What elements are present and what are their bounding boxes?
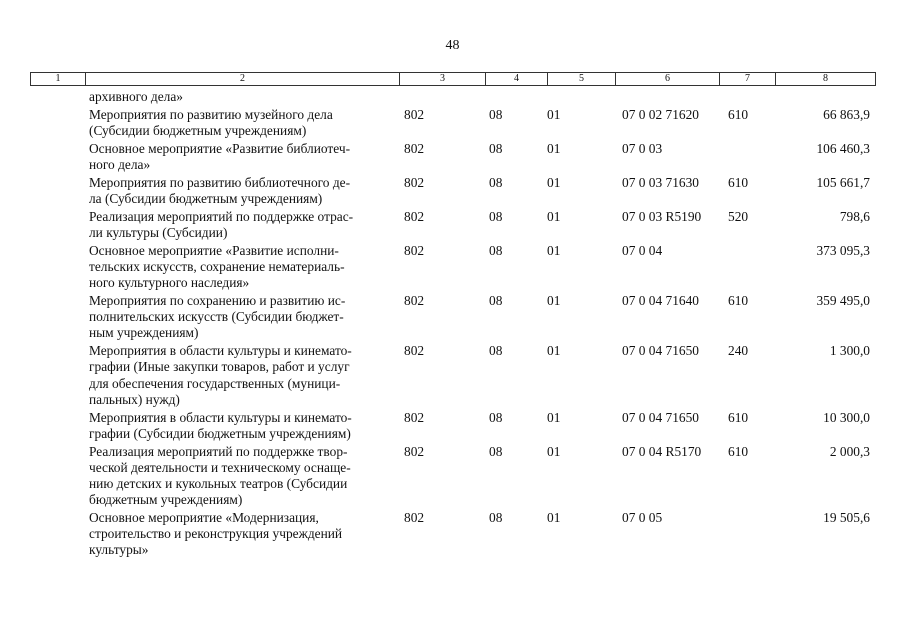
table-row [30, 107, 876, 139]
row-description-line: ла (Субсидии бюджетным учреждениям) [89, 191, 323, 206]
row-description-line: для обеспечения государственных (муници- [89, 375, 341, 391]
row-ministry-code: 802 [404, 106, 425, 122]
row-description-line: Мероприятия по развитию музейного дела [89, 106, 333, 122]
row-amount: 10 300,0 [823, 409, 870, 425]
row-expense-type-code: 610 [728, 293, 749, 308]
row-description-line: ли культуры (Субсидии) [89, 225, 228, 240]
row-ministry-code: 802 [404, 293, 425, 308]
row-description [89, 444, 399, 509]
row-amount: 106 460,3 [816, 140, 870, 156]
row-ministry-code: 802 [404, 174, 425, 190]
row-ministry-code: 802 [404, 208, 425, 224]
row-target-article-code: 07 0 03 R5190 [622, 208, 702, 224]
row-target-article-code: 07 0 03 71630 [622, 174, 699, 190]
row-description-line: ного культурного наследия» [89, 275, 250, 291]
row-subsection-code: 01 [547, 409, 561, 425]
table-row [30, 510, 876, 559]
row-description-line: Реализация мероприятий по поддержке отрас- [89, 208, 354, 224]
row-subsection-code: 01 [547, 242, 561, 258]
row-description-line: пальных) нужд) [89, 391, 180, 407]
row-subsection-code: 01 [547, 106, 561, 122]
row-section-code: 08 [489, 242, 503, 258]
row-description [89, 293, 399, 342]
table-header-row [30, 72, 876, 86]
table-row [30, 209, 876, 241]
row-section-code: 08 [489, 140, 503, 156]
row-description [89, 243, 399, 292]
table-row [30, 141, 876, 173]
row-description [89, 141, 399, 173]
row-target-article-code: 07 0 04 71650 [622, 343, 699, 359]
header-col-7: 7 [719, 73, 775, 85]
row-description-line: Основное мероприятие «Модернизация, [89, 510, 319, 526]
header-col-5: 5 [547, 73, 615, 85]
row-section-code: 08 [489, 510, 503, 526]
row-description-line: строительство и реконструкция учреждений [89, 526, 343, 542]
row-description-line: графии (Иные закупки товаров, работ и услуг [89, 359, 350, 375]
row-description-line: ного дела» [89, 157, 151, 172]
table-row [30, 89, 876, 105]
row-amount: 359 495,0 [816, 293, 870, 308]
row-amount: 66 863,9 [823, 106, 870, 122]
row-subsection-code: 01 [547, 510, 561, 526]
page-number: 48 [445, 38, 460, 53]
row-description [89, 410, 399, 442]
row-target-article-code: 07 0 02 71620 [622, 106, 699, 122]
row-section-code: 08 [489, 293, 503, 308]
row-description-line: ческой деятельности и техническому оснаще- [89, 459, 351, 475]
row-target-article-code: 07 0 04 R5170 [622, 443, 702, 459]
row-expense-type-code: 610 [728, 174, 749, 190]
row-section-code: 08 [489, 343, 503, 359]
table-row [30, 175, 876, 207]
table-row [30, 444, 876, 509]
row-ministry-code: 802 [404, 242, 425, 258]
header-col-6: 6 [615, 73, 719, 85]
row-description-line: тельских искусств, сохранение нематериаль- [89, 259, 345, 274]
row-amount: 1 300,0 [829, 343, 870, 359]
row-description-line: графии (Субсидии бюджетным учреждениям) [89, 425, 351, 441]
row-ministry-code: 802 [404, 510, 425, 526]
row-ministry-code: 802 [404, 140, 425, 156]
row-description-line: Реализация мероприятий по поддержке твор- [89, 443, 348, 459]
row-description-line: Мероприятия по развитию библиотечного де- [89, 174, 351, 190]
row-description [89, 343, 399, 408]
header-col-8: 8 [775, 73, 875, 85]
row-expense-type-code: 610 [728, 106, 749, 122]
row-subsection-code: 01 [547, 293, 561, 308]
table-row [30, 243, 876, 292]
row-description-line: нию детских и кукольных театров (Субсидии [89, 476, 348, 492]
row-target-article-code: 07 0 04 71650 [622, 409, 699, 425]
row-expense-type-code: 610 [728, 409, 749, 425]
row-section-code: 08 [489, 208, 503, 224]
row-description-line: бюджетным учреждениям) [89, 492, 243, 508]
row-ministry-code: 802 [404, 343, 425, 359]
row-description [89, 175, 399, 207]
row-subsection-code: 01 [547, 140, 561, 156]
row-description-line: культуры» [89, 542, 149, 558]
row-description-line: (Субсидии бюджетным учреждениям) [89, 123, 307, 138]
table-body [30, 89, 876, 560]
row-description [89, 510, 399, 559]
row-description [89, 107, 399, 139]
row-description-line: Мероприятия в области культуры и кинемато- [89, 409, 352, 425]
row-subsection-code: 01 [547, 174, 561, 190]
row-description-line: Мероприятия в области культуры и кинемато- [89, 343, 352, 359]
row-section-code: 08 [489, 443, 503, 459]
row-section-code: 08 [489, 106, 503, 122]
row-target-article-code: 07 0 04 [622, 242, 663, 258]
row-description [89, 89, 399, 105]
row-amount: 373 095,3 [816, 242, 870, 258]
row-amount: 798,6 [839, 208, 870, 224]
header-col-3: 3 [399, 73, 485, 85]
row-target-article-code: 07 0 03 [622, 140, 663, 156]
row-section-code: 08 [489, 409, 503, 425]
row-description-line: Мероприятия по сохранению и развитию ис- [89, 293, 346, 308]
row-target-article-code: 07 0 05 [622, 510, 663, 526]
row-amount: 19 505,6 [823, 510, 870, 526]
row-ministry-code: 802 [404, 409, 425, 425]
row-section-code: 08 [489, 174, 503, 190]
row-description-line: ным учреждениям) [89, 325, 199, 341]
row-description-line: Основное мероприятие «Развитие исполни- [89, 242, 339, 258]
row-expense-type-code: 520 [728, 208, 749, 224]
header-col-2: 2 [85, 73, 399, 85]
row-subsection-code: 01 [547, 443, 561, 459]
table-row [30, 410, 876, 442]
row-ministry-code: 802 [404, 443, 425, 459]
row-description-line: полнительских искусств (Субсидии бюджет- [89, 309, 344, 325]
header-col-1: 1 [55, 73, 61, 84]
header-col-4: 4 [485, 73, 547, 85]
row-description-line: архивного дела» [89, 89, 183, 104]
row-subsection-code: 01 [547, 343, 561, 359]
row-subsection-code: 01 [547, 208, 561, 224]
row-description [89, 209, 399, 241]
row-amount: 105 661,7 [816, 174, 870, 190]
row-expense-type-code: 610 [728, 443, 749, 459]
row-description-line: Основное мероприятие «Развитие библиотеч- [89, 140, 351, 156]
row-amount: 2 000,3 [829, 443, 870, 459]
row-expense-type-code: 240 [728, 343, 749, 359]
table-row [30, 343, 876, 408]
table-row [30, 293, 876, 342]
row-target-article-code: 07 0 04 71640 [622, 293, 699, 308]
